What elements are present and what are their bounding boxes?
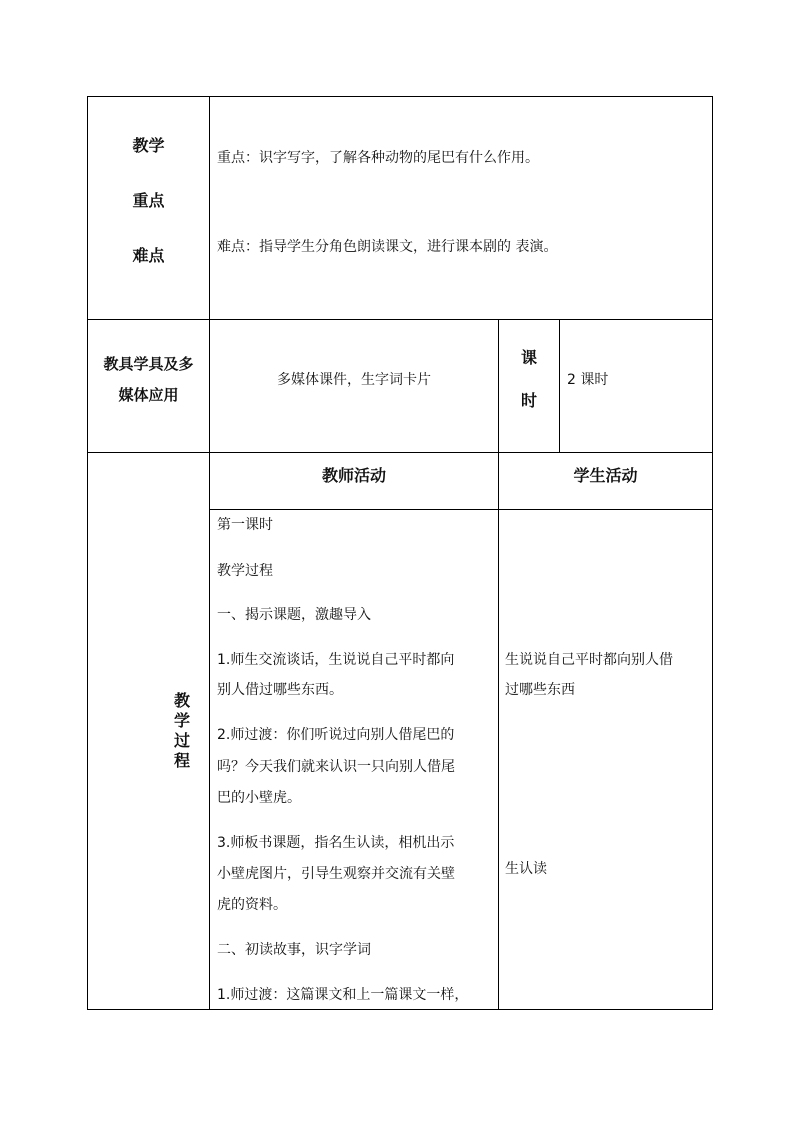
teaching-aids-label-line-1: 教具学具及多: [103, 355, 194, 373]
student-line: 过哪些东西: [505, 682, 575, 698]
student-line: 生说说自己平时都向别人借: [505, 652, 673, 668]
table-border-right: [712, 96, 713, 1010]
table-border-top: [87, 96, 713, 97]
process-label-char-1: 教: [173, 691, 190, 710]
hours-label-char-1: 课: [520, 348, 537, 367]
teacher-line: 巴的小壁虎。: [217, 790, 301, 806]
teacher-line: 1.师生交流谈话，生说说自己平时都向: [217, 652, 455, 668]
teacher-line: 2.师过渡：你们听说过向别人借尾巴的: [217, 727, 455, 743]
teacher-line: 教学过程: [217, 563, 273, 579]
process-label-char-2: 学: [173, 711, 190, 730]
process-label-char-4: 程: [173, 751, 190, 770]
key-points-label-line-2: 重点: [132, 191, 165, 210]
teacher-line: 第一课时: [217, 517, 273, 533]
header-divider: [209, 509, 713, 510]
table-border-bottom: [87, 1009, 713, 1010]
hours-value: 2 课时: [567, 372, 609, 388]
key-points-label-line-3: 难点: [132, 246, 165, 265]
label-column-divider: [209, 96, 210, 1010]
media-text: 多媒体课件，生字词卡片: [277, 372, 431, 388]
activity-column-divider-b: [498, 452, 499, 1010]
key-points-label-line-1: 教学: [132, 136, 165, 155]
teaching-aids-label-line-2: 媒体应用: [118, 386, 179, 404]
row-divider-1: [87, 319, 713, 320]
activity-column-divider-a: [498, 319, 499, 453]
row-divider-2: [87, 452, 713, 453]
teacher-line: 3.师板书课题，指名生认读，相机出示: [217, 835, 455, 851]
teacher-line: 别人借过哪些东西。: [217, 682, 343, 698]
teacher-line: 小壁虎图片，引导生观察并交流有关壁: [217, 866, 455, 882]
teacher-activity-header: 教师活动: [321, 466, 386, 485]
process-label-char-3: 过: [173, 731, 190, 750]
teacher-line: 1.师过渡：这篇课文和上一篇课文一样，: [217, 987, 469, 1003]
student-activity-header: 学生活动: [573, 466, 638, 485]
hours-label-char-2: 时: [520, 391, 537, 410]
teacher-line: 虎的资料。: [217, 897, 287, 913]
hours-column-divider: [559, 319, 560, 453]
teacher-line: 一、揭示课题，激趣导入: [217, 607, 371, 623]
difficult-point-text: 难点：指导学生分角色朗读课文，进行课本剧的 表演。: [217, 239, 558, 255]
student-line: 生认读: [505, 861, 547, 877]
table-border-left: [87, 96, 88, 1010]
teacher-line: 二、初读故事，识字学词: [217, 942, 371, 958]
key-point-text: 重点：识字写字，了解各种动物的尾巴有什么作用。: [217, 150, 539, 166]
teacher-line: 吗？今天我们就来认识一只向别人借尾: [217, 759, 455, 775]
